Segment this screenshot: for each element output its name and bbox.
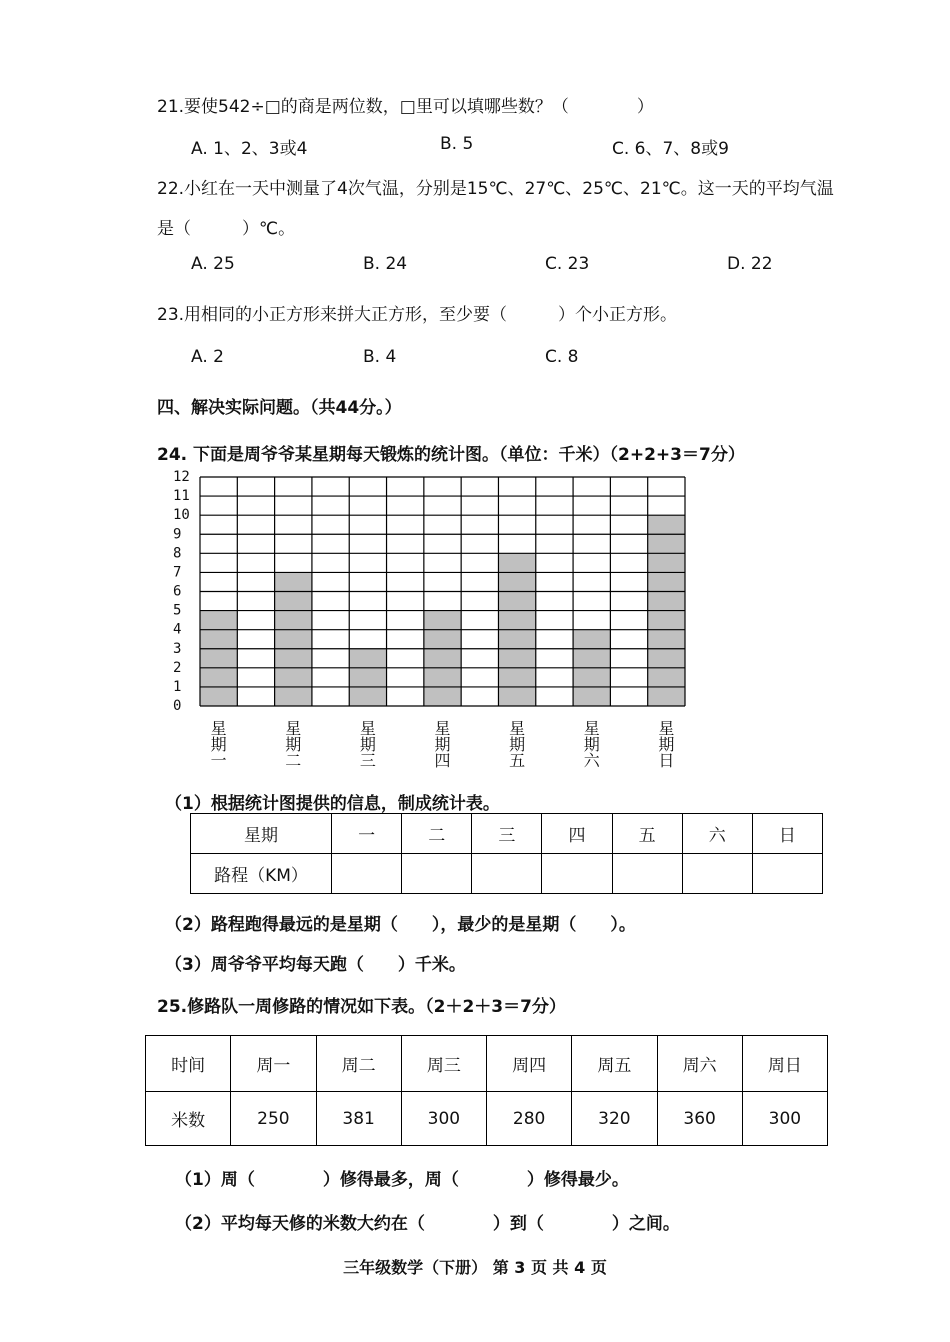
chart-category-label: 期 [434,735,451,754]
q25-header-cell: 周一 [231,1036,316,1092]
q22-option-d: D. 22 [727,254,773,274]
q25-header-cell: 周日 [742,1036,827,1092]
chart-ytick-label: 11 [173,488,190,505]
q23-option-c: C. 8 [545,347,579,367]
q24-table-header-cell: 四 [542,814,612,854]
chart-category-label: 日 [658,751,675,770]
q25-header-cell: 周四 [487,1036,572,1092]
q24-table-header-cell: 日 [752,814,822,854]
chart-ytick-label: 6 [173,583,182,600]
q23-stem: 23.用相同的小正方形来拼大正方形，至少要（ ）个小正方形。 [157,305,678,325]
section-4-heading: 四、解决实际问题。（共44分。） [157,398,402,418]
q25-data-row [146,1092,828,1146]
page-footer: 三年级数学（下册） 第 3 页 共 4 页 [343,1258,607,1277]
chart-bar [349,649,386,706]
chart-ytick-label: 5 [173,602,182,619]
chart-category-label: 星 [434,719,451,738]
chart-category-label: 星 [285,719,302,738]
q21-option-b: B. 5 [440,134,474,154]
q24-table-header-row [191,814,823,854]
q24-table-header-cell: 五 [612,814,682,854]
q25-value-cell: 320 [572,1092,657,1146]
q25-header-cell: 周五 [572,1036,657,1092]
answer-cell[interactable] [402,854,472,894]
q24-table-data-row [191,854,823,894]
q24-stem: 24. 下面是周爷爷某星期每天锻炼的统计图。（单位：千米）（2+2+3＝7分） [157,445,745,465]
q22-option-b: B. 24 [363,254,408,274]
chart-ytick-label: 2 [173,659,182,676]
q25-value-cell: 250 [231,1092,316,1146]
chart-category-label: 期 [285,735,302,754]
chart-category-label: 三 [359,751,376,770]
q25-stem: 25.修路队一周修路的情况如下表。（2＋2＋3＝7分） [157,997,566,1017]
chart-category-label: 期 [509,735,526,754]
q23-option-a: A. 2 [191,347,224,367]
q25-sub1: （1）周（ ）修得最多，周（ ）修得最少。 [175,1170,629,1190]
chart-category-label: 六 [583,751,600,770]
chart-category-label: 二 [285,751,302,770]
chart-bar [275,572,312,706]
chart-category-label: 四 [434,751,451,770]
chart-ytick-label: 8 [173,545,182,562]
q25-header-cell: 周二 [316,1036,401,1092]
q25-value-cell: 300 [401,1092,486,1146]
q24-table-header-cell: 二 [402,814,472,854]
q22-option-a: A. 25 [191,254,235,274]
answer-cell[interactable] [682,854,752,894]
answer-cell[interactable] [612,854,682,894]
answer-cell[interactable] [752,854,822,894]
q22-stem-line2: 是（ ）℃。 [157,219,296,239]
exercise-bar-chart [165,465,705,775]
q24-stat-table [190,813,823,894]
q24-sub3: （3）周爷爷平均每天跑（ ）千米。 [165,955,466,975]
chart-ytick-label: 4 [173,621,182,638]
q25-header-cell: 周六 [657,1036,742,1092]
q24-table-row-label: 路程（KM） [191,854,332,894]
chart-category-label: 星 [658,719,675,738]
q25-header-cell: 时间 [146,1036,231,1092]
q25-table [145,1035,828,1146]
q24-table-header-cell: 星期 [191,814,332,854]
q25-header-row [146,1036,828,1092]
q24-sub2: （2）路程跑得最远的是星期（ ），最少的是星期（ ）。 [165,915,636,935]
q25-value-cell: 280 [487,1092,572,1146]
chart-category-label: 星 [583,719,600,738]
answer-cell[interactable] [472,854,542,894]
chart-ytick-label: 12 [173,469,190,485]
chart-ytick-label: 0 [173,698,182,714]
chart-bar [200,611,237,706]
chart-category-label: 期 [210,735,227,754]
q24-table-header-cell: 三 [472,814,542,854]
chart-category-label: 星 [359,719,376,738]
chart-category-label: 星 [509,719,526,738]
chart-category-label: 期 [658,735,675,754]
chart-category-label: 期 [359,735,376,754]
chart-ytick-label: 10 [173,507,190,524]
q25-header-cell: 周三 [401,1036,486,1092]
q25-value-cell: 381 [316,1092,401,1146]
chart-ytick-label: 1 [173,678,182,695]
q24-table-header-cell: 一 [332,814,402,854]
q21-option-c: C. 6、7、8或9 [612,139,729,159]
answer-cell[interactable] [542,854,612,894]
q21-option-a: A. 1、2、3或4 [191,139,308,159]
q25-row-label: 米数 [146,1092,231,1146]
q25-sub2: （2）平均每天修的米数大约在（ ）到（ ）之间。 [175,1214,680,1234]
chart-category-label: 期 [583,735,600,754]
answer-cell[interactable] [332,854,402,894]
chart-ytick-label: 3 [173,640,182,657]
chart-category-label: 五 [509,751,526,770]
q25-value-cell: 360 [657,1092,742,1146]
q23-option-b: B. 4 [363,347,397,367]
q25-value-cell: 300 [742,1092,827,1146]
chart-bar [424,611,461,706]
q21-stem: 21.要使542÷□的商是两位数，□里可以填哪些数？（ ） [157,97,654,117]
q22-stem-line1: 22.小红在一天中测量了4次气温，分别是15℃、27℃、25℃、21℃。这一天的平均气温 [157,179,834,199]
chart-ytick-label: 9 [173,526,182,543]
chart-category-label: 星 [210,719,227,738]
chart-category-label: 一 [210,751,227,770]
q22-option-c: C. 23 [545,254,590,274]
q24-sub1: （1）根据统计图提供的信息，制成统计表。 [165,794,500,814]
q24-table-header-cell: 六 [682,814,752,854]
chart-ytick-label: 7 [173,564,182,581]
